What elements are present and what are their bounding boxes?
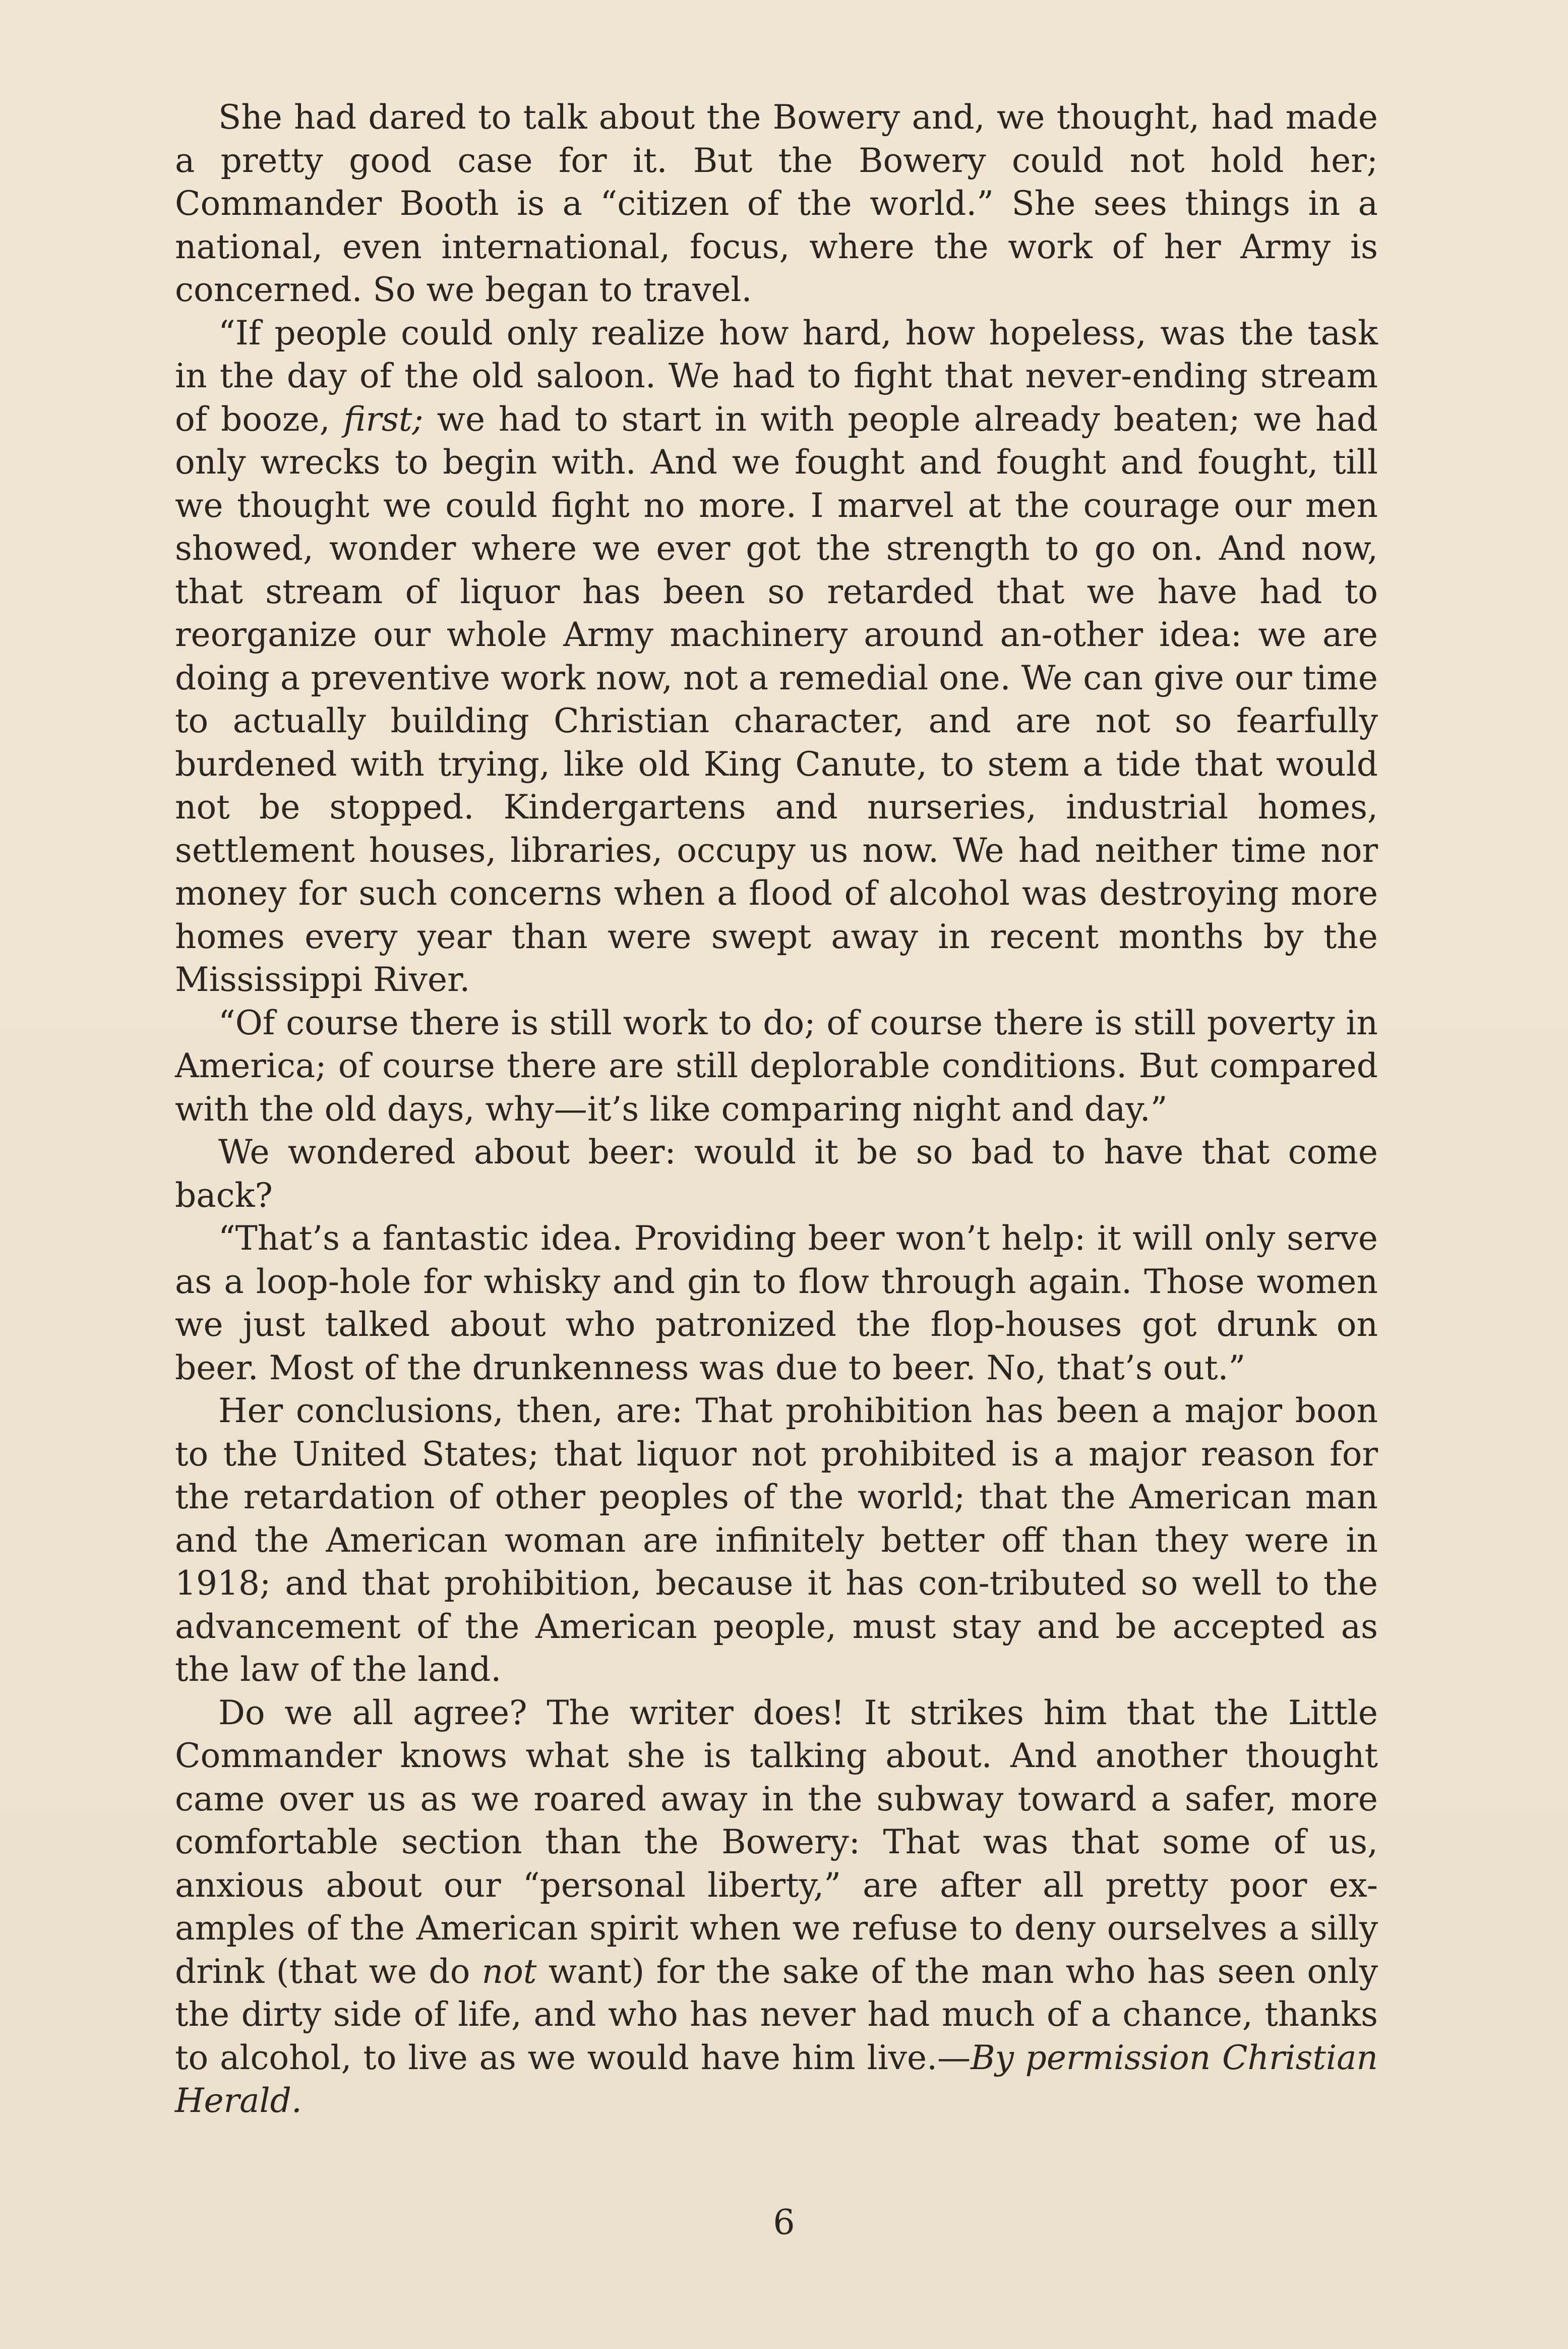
italic-emphasis: not bbox=[481, 1952, 537, 1991]
paragraph-5 bbox=[175, 1217, 1378, 1389]
paragraph-7 bbox=[175, 1691, 1378, 2123]
attribution: By permission Christian Herald. bbox=[175, 2038, 1378, 2120]
text-segment: “If people could only realize how hard, how hopeless, was the task in the day of the old saloon. We had to fight that never-ending stream of booze, bbox=[175, 313, 1378, 439]
paragraph-4 bbox=[175, 1131, 1378, 1217]
page-number: 6 bbox=[773, 2203, 795, 2243]
paragraph-1 bbox=[175, 96, 1378, 312]
paragraph-6 bbox=[175, 1389, 1378, 1691]
text-segment: Do we all agree? The writer does! It strikes him that the Little Commander knows what she is talking about. And another thought came over us as we roared away in the subway toward a safer, more comfortable section than the Bowery: That was that some of us, anxious about our “personal liberty,” are after all pretty poor ex-amples of the American spirit when we refuse to deny ourselves a silly drink (that we do bbox=[175, 1693, 1378, 1991]
text-segment: “That’s a fantastic idea. Providing beer won’t help: it will only serve as a loop-hole for whisky and gin to flow through again. Those women we just talked about who patronized the flop-houses got drunk on beer. Most of the drunkenness was due to beer. No, that’s out.” bbox=[175, 1219, 1378, 1387]
text-segment: want) for the sake of the man who has seen only the dirty side of life, and who has never had much of a chance, thanks to alcohol, to live as we would have him live.— bbox=[175, 1952, 1378, 2077]
text-segment: “Of course there is still work to do; of course there is still poverty in America; of course there are still deplorable conditions. But compared with the old days, why—it’s like comparing night and day.” bbox=[175, 1003, 1378, 1129]
text-segment: we had to start in with people already beaten; we had only wrecks to begin with. And we fought and fought and fought, till we thought we could fight no more. I marvel at the courage our men showed, wonder where we ever got the strength to go on. And now, that stream of liquor has been so retarded that we have had to reorganize our whole Army machinery around an-other idea: we are doing a preventive work now, not a remedial one. We can give our time to actually building Christian character, and are not so fearfully burdened with trying, like old King Canute, to stem a tide that would not be stopped. Kindergartens and nurseries, industrial homes, settlement houses, libraries, occupy us now. We had neither time nor money for such concerns when a flood of alcohol was destroying more homes every year than were swept away in recent months by the Mississippi River. bbox=[175, 399, 1378, 999]
text-segment: She had dared to talk about the Bowery and, we thought, had made a pretty good case for it. But the Bowery could not hold her; Commander Booth is a “citizen of the world.” She sees things in a national, even international, focus, where the work of her Army is concerned. So we began to travel. bbox=[175, 98, 1378, 309]
italic-emphasis: first; bbox=[343, 399, 424, 439]
paragraph-2 bbox=[175, 312, 1378, 1002]
text-segment: Her conclusions, then, are: That prohibition has been a major boon to the United States; that liquor not prohibited is a major reason for the retardation of other peoples of the world; that the American man and the American woman are infinitely better off than they were in 1918; and that prohibition, because it has con-tributed so well to the advancement of the American people, must stay and be accepted as the law of the land. bbox=[175, 1391, 1378, 1689]
text-segment: We wondered about beer: would it be so bad to have that come back? bbox=[175, 1133, 1378, 1215]
article-body bbox=[175, 96, 1378, 2123]
paragraph-3 bbox=[175, 1002, 1378, 1131]
